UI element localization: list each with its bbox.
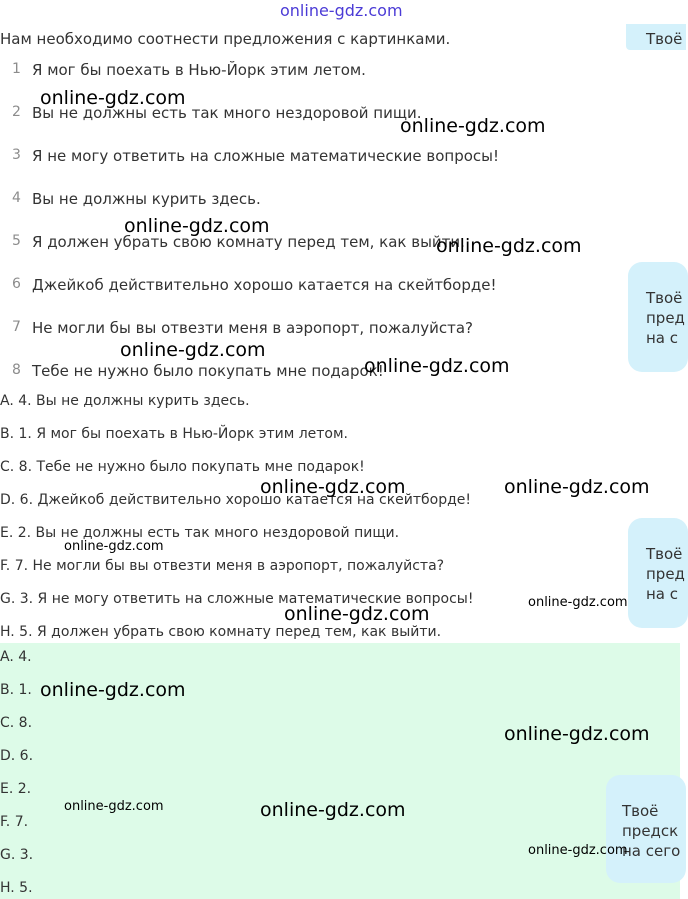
answer-line: D. 6. Джейкоб действительно хорошо катается на скейтборде!: [0, 492, 472, 508]
watermark: online-gdz.com: [64, 799, 164, 814]
question-number: 4: [12, 190, 21, 206]
side-box-line: пред: [646, 309, 685, 327]
question-number: 6: [12, 276, 21, 292]
side-box-line: на с: [646, 329, 679, 347]
question-number: 5: [12, 233, 21, 249]
question-number: 2: [12, 104, 21, 120]
watermark: online-gdz.com: [528, 595, 628, 610]
watermark: online-gdz.com: [260, 476, 406, 498]
side-box-2[interactable]: [628, 262, 688, 372]
question-number: 8: [12, 362, 21, 378]
side-box-line: Твоё: [646, 289, 683, 307]
question-text: Не могли бы вы отвезти меня в аэропорт, пожалуйста?: [32, 319, 473, 337]
short-answer: B. 1.: [0, 682, 32, 698]
short-answer: C. 8.: [0, 715, 33, 731]
watermark: online-gdz.com: [40, 87, 186, 109]
intro-text: Нам необходимо соотнести предложения с картинками.: [0, 30, 451, 48]
short-answer: H. 5.: [0, 880, 33, 896]
question-number: 7: [12, 319, 21, 335]
short-answer: E. 2.: [0, 781, 32, 797]
side-box-line: Твоё: [646, 545, 683, 563]
watermark: online-gdz.com: [284, 603, 430, 625]
side-box-4[interactable]: [606, 775, 686, 883]
short-answer: G. 3.: [0, 847, 34, 863]
site-title[interactable]: online-gdz.com: [280, 1, 403, 20]
side-box-1[interactable]: [626, 24, 686, 50]
answer-line: B. 1. Я мог бы поехать в Нью-Йорк этим летом.: [0, 426, 349, 442]
side-box-3[interactable]: [628, 518, 688, 628]
side-box-line: Твоё: [622, 802, 659, 820]
watermark: online-gdz.com: [260, 799, 406, 821]
watermark: online-gdz.com: [436, 235, 582, 257]
question-number: 3: [12, 147, 21, 163]
side-box-line: предск: [622, 822, 679, 840]
answer-line: C. 8. Тебе не нужно было покупать мне подарок!: [0, 459, 365, 475]
question-text: Вы не должны курить здесь.: [32, 190, 261, 208]
answer-line: H. 5. Я должен убрать свою комнату перед тем, как выйти.: [0, 624, 442, 640]
side-box-line: на сего: [622, 842, 681, 860]
watermark: online-gdz.com: [40, 679, 186, 701]
answer-line: E. 2. Вы не должны есть так много нездоровой пищи.: [0, 525, 400, 541]
question-text: Вы не должны есть так много нездоровой пищи.: [32, 104, 422, 122]
watermark: online-gdz.com: [364, 355, 510, 377]
watermark: online-gdz.com: [400, 115, 546, 137]
watermark: online-gdz.com: [120, 339, 266, 361]
question-text: Я не могу ответить на сложные математические вопросы!: [32, 147, 500, 165]
short-answer: D. 6.: [0, 748, 34, 764]
watermark: online-gdz.com: [124, 215, 270, 237]
watermark: online-gdz.com: [504, 476, 650, 498]
short-answer: F. 7.: [0, 814, 29, 830]
side-box-line: пред: [646, 565, 685, 583]
answer-line: A. 4. Вы не должны курить здесь.: [0, 393, 250, 409]
side-box-line: Твоё: [646, 30, 683, 48]
question-text: Тебе не нужно было покупать мне подарок!: [32, 362, 384, 380]
question-text: Джейкоб действительно хорошо катается на скейтборде!: [32, 276, 497, 294]
question-text: Я мог бы поехать в Нью-Йорк этим летом.: [32, 61, 366, 79]
watermark: online-gdz.com: [528, 843, 628, 858]
answer-line: G. 3. Я не могу ответить на сложные математические вопросы!: [0, 591, 474, 607]
watermark: online-gdz.com: [64, 539, 164, 554]
question-text: Я должен убрать свою комнату перед тем, как выйти.: [32, 233, 465, 251]
question-number: 1: [12, 61, 21, 77]
answer-line: F. 7. Не могли бы вы отвезти меня в аэропорт, пожалуйста?: [0, 558, 445, 574]
side-box-line: на с: [646, 585, 679, 603]
watermark: online-gdz.com: [504, 723, 650, 745]
short-answer: A. 4.: [0, 649, 32, 665]
